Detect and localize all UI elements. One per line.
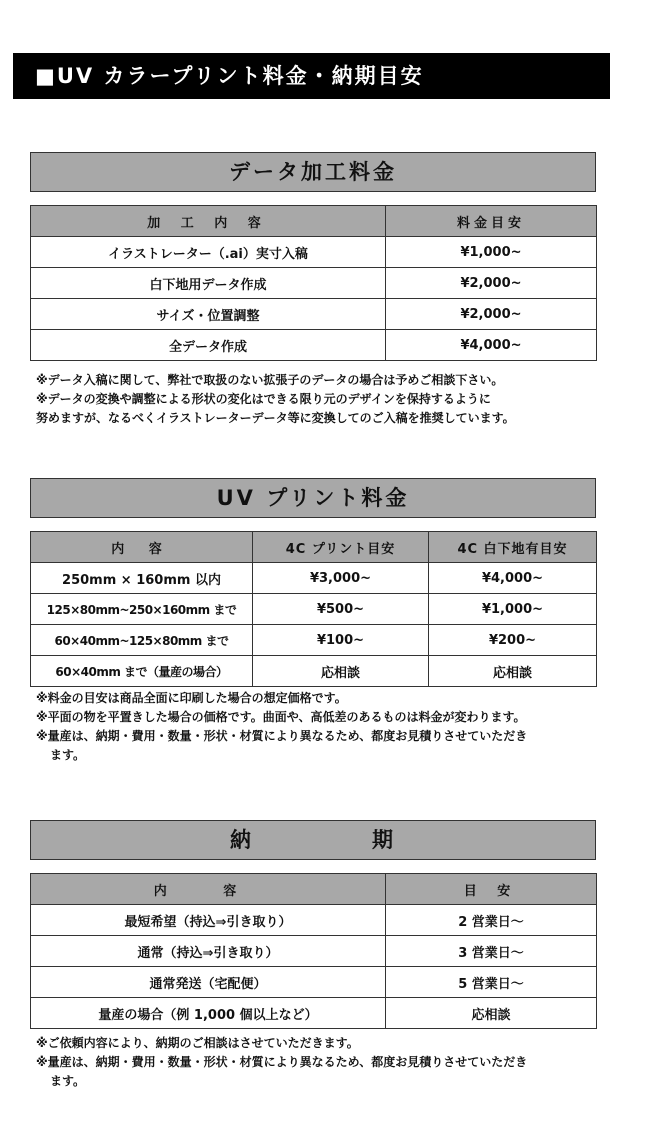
table-header-row [31,532,597,563]
table-row [31,967,597,998]
lead-time-cell: 5 営業日〜 [386,967,597,998]
item-cell: 全データ作成 [31,330,386,361]
table-row [31,936,597,967]
note-line: 努めますが、なるべくイラストレーターデータ等に変換してのご入稿を推奨しています。 [36,411,515,425]
table-header-row [31,874,597,905]
size-cell: 250mm × 160mm 以内 [31,563,253,594]
lead-time-cell: 応相談 [386,998,597,1029]
column-header: 4C プリント目安 [253,532,429,563]
size-cell: 125×80mm~250×160mm まで [31,594,253,625]
item-cell: 最短希望（持込⇒引き取り） [31,905,386,936]
note-line: ※ご依頼内容により、納期のご相談はさせていただきます。 [36,1036,359,1050]
price-cell: 応相談 [253,656,429,687]
uv-print-notes [36,689,527,765]
price-cell: ¥500~ [253,594,429,625]
uv-print-title: UV プリント料金 [30,478,596,518]
delivery-table [30,873,597,1029]
column-header: 加 工 内 容 [31,206,386,237]
column-header: 目 安 [386,874,597,905]
table-row [31,656,597,687]
table-row [31,299,597,330]
price-cell: ¥2,000~ [386,299,597,330]
table-row [31,330,597,361]
lead-time-cell: 3 営業日〜 [386,936,597,967]
price-cell: ¥1,000~ [429,594,597,625]
delivery-title-left: 納 [230,828,254,852]
table-row [31,563,597,594]
item-cell: 量産の場合（例 1,000 個以上など） [31,998,386,1029]
table-row [31,237,597,268]
uv-print-table [30,531,597,687]
price-cell: ¥4,000~ [386,330,597,361]
note-line: ※データの変換や調整による形状の変化はできる限り元のデザインを保持するように [36,392,491,406]
delivery-section [30,820,596,1029]
delivery-notes [36,1034,527,1091]
column-header: 内 容 [31,874,386,905]
table-row [31,594,597,625]
price-cell: ¥4,000~ [429,563,597,594]
lead-time-cell: 2 営業日〜 [386,905,597,936]
price-cell: ¥200~ [429,625,597,656]
note-line: ※データ入稿に関して、弊社で取扱のない拡張子のデータの場合は予めご相談下さい。 [36,373,504,387]
column-header: 料金目安 [386,206,597,237]
delivery-title [30,820,596,860]
column-header: 内 容 [31,532,253,563]
table-row [31,998,597,1029]
price-cell: 応相談 [429,656,597,687]
note-line: ※平面の物を平置きした場合の価格です。曲面や、高低差のあるものは料金が変わります。 [36,710,526,724]
data-processing-notes [36,371,515,428]
delivery-title-right: 期 [372,828,396,852]
item-cell: イラストレーター（.ai）実寸入稿 [31,237,386,268]
size-cell: 60×40mm まで（量産の場合） [31,656,253,687]
table-row [31,625,597,656]
table-row [31,268,597,299]
data-processing-table [30,205,597,361]
page-banner: ■UV カラープリント料金・納期目安 [13,53,610,99]
note-line: ※料金の目安は商品全面に印刷した場合の想定価格です。 [36,691,347,705]
data-processing-title: データ加工料金 [30,152,596,192]
uv-print-section [30,478,596,687]
size-cell: 60×40mm~125×80mm まで [31,625,253,656]
note-line: ます。 [50,1074,86,1088]
table-header-row [31,206,597,237]
item-cell: サイズ・位置調整 [31,299,386,330]
price-cell: ¥3,000~ [253,563,429,594]
item-cell: 通常発送（宅配便） [31,967,386,998]
item-cell: 通常（持込⇒引き取り） [31,936,386,967]
price-cell: ¥100~ [253,625,429,656]
price-cell: ¥1,000~ [386,237,597,268]
column-header: 4C 白下地有目安 [429,532,597,563]
table-row [31,905,597,936]
note-line: ※量産は、納期・費用・数量・形状・材質により異なるため、都度お見積りさせていただき [36,1055,528,1069]
note-line: ます。 [50,748,86,762]
item-cell: 白下地用データ作成 [31,268,386,299]
price-cell: ¥2,000~ [386,268,597,299]
note-line: ※量産は、納期・費用・数量・形状・材質により異なるため、都度お見積りさせていただき [36,729,528,743]
data-processing-section [30,152,596,361]
